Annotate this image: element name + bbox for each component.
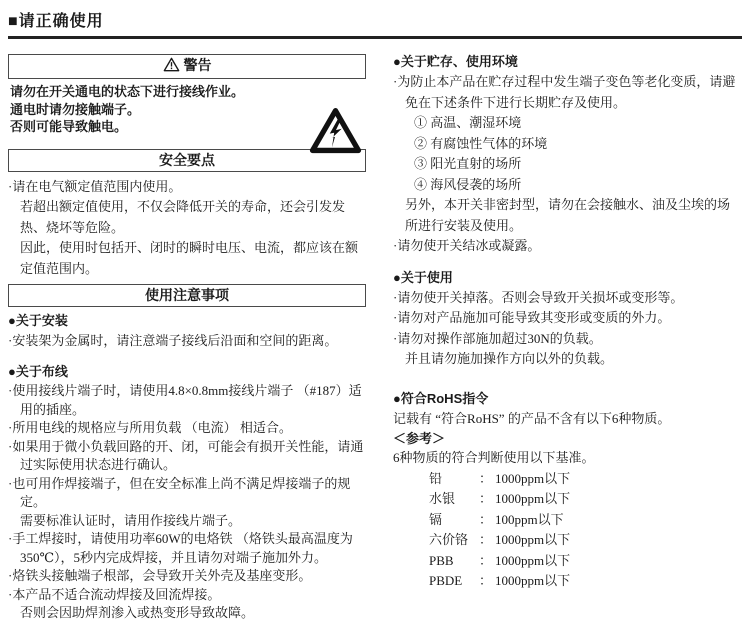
rohs-basis: 6种物质的符合判断使用以下基准。 xyxy=(393,449,595,465)
list-item: ·请勿对产品施加可能导致其变形或变质的外力。 xyxy=(393,310,671,325)
separator: ： xyxy=(479,552,493,568)
page-title: ■请正确使用 xyxy=(8,13,104,30)
substance-limit: 1000ppm以下 xyxy=(495,573,571,588)
list-item: ·为防止本产品在贮存过程中发生端子变色等老化变质，请避免在下述条件下进行长期贮存及使用。 xyxy=(393,74,736,110)
substance-name: 六价铬 xyxy=(429,532,469,547)
substance-limit: 1000ppm以下 xyxy=(495,532,571,547)
substance-name: 铅 xyxy=(429,470,443,486)
two-column-layout xyxy=(8,54,742,623)
rohs-substance-row xyxy=(393,551,742,572)
list-item: ·请勿使开关结冰或凝露。 xyxy=(393,238,541,253)
separator: ： xyxy=(479,470,493,486)
list-item: ③ 阳光直射的场所 xyxy=(414,156,522,171)
wiring-heading: ●关于布线 xyxy=(8,364,68,379)
separator: ： xyxy=(479,573,493,588)
safety-text-block xyxy=(8,177,366,280)
list-item: ④ 海风侵袭的场所 xyxy=(414,176,522,192)
substance-name: PBDE xyxy=(429,573,463,588)
list-item: ·使用接线片端子时，请使用4.8×0.8mm接线片端子 （#187）适用的插座。 xyxy=(8,383,362,417)
list-item: 需要标准认证时，请用作接线片端子。 xyxy=(20,512,242,528)
usage-heading: ●关于使用 xyxy=(393,269,453,285)
right-column xyxy=(393,54,742,623)
list-item: ·烙铁头接触端子根部，会导致开关外壳及基座变形。 xyxy=(8,568,312,583)
installation-heading: ●关于安装 xyxy=(8,313,68,328)
warning-text-block xyxy=(10,83,366,136)
warning-line: 否则可能导致触电。 xyxy=(10,119,128,134)
rohs-section xyxy=(393,391,742,592)
rohs-substance-row xyxy=(393,571,742,592)
list-item: ·如果用于微小负载回路的开、闭，可能会有损开关性能，请通过实际使用状态进行确认。 xyxy=(8,438,364,472)
list-item: ② 有腐蚀性气体的环境 xyxy=(414,135,548,151)
rohs-substance-row xyxy=(393,469,742,490)
separator: ： xyxy=(479,491,493,506)
list-item: 并且请勿施加操作方向以外的负载。 xyxy=(405,351,614,366)
rohs-intro: 记载有 “符合RoHS” 的产品不含有以下6种物质。 xyxy=(393,410,671,426)
installation-section xyxy=(8,313,366,351)
storage-environment-section xyxy=(393,54,742,257)
warning-box-title: 警告 xyxy=(183,57,212,73)
list-item: ·安装架为金属时，请注意端子接线后沿面和空间的距离。 xyxy=(8,333,338,348)
substance-limit: 1000ppm以下 xyxy=(495,552,571,568)
precautions-box-header xyxy=(8,284,366,307)
list-item: ·所用电线的规格应与所用负载 （电流） 相适合。 xyxy=(8,420,292,435)
substance-name: PBB xyxy=(429,552,454,568)
list-item: ·手工焊接时，请使用功率60W的电烙铁 （烙铁头最高温度为350℃），5秒内完成焊接，并且请勿对端子施加外力。 xyxy=(8,531,353,565)
precautions-box-title: 使用注意事项 xyxy=(145,287,229,303)
substance-limit: 1000ppm以下 xyxy=(495,470,571,486)
rohs-heading: ●符合RoHS指令 xyxy=(393,390,489,406)
rohs-substance-row xyxy=(393,530,742,551)
warning-box-header xyxy=(8,54,366,79)
substance-limit: 100ppm以下 xyxy=(495,511,564,527)
warning-line: 通电时请勿接触端子。 xyxy=(10,101,141,117)
warning-triangle-icon xyxy=(163,59,180,75)
list-item: 若超出额定值使用，不仅会降低开关的寿命，还会引发发热、烧坏等危险。 xyxy=(20,199,346,235)
list-item: ·也可用作焊接端子，但在安全标准上尚不满足焊接端子的规定。 xyxy=(8,475,351,509)
high-voltage-lightning-triangle-icon xyxy=(309,107,362,160)
left-column xyxy=(8,54,366,623)
list-item: 因此，使用时包括开、闭时的瞬时电压、电流，都应该在额定值范围内。 xyxy=(20,240,359,276)
list-item: ① 高温、潮湿环境 xyxy=(414,115,522,130)
list-item: ·请在电气额定值范围内使用。 xyxy=(8,178,182,194)
list-item: 否则会因助焊剂渗入或热变形导致故障。 xyxy=(20,605,255,620)
storage-environment-heading: ●关于贮存、使用环境 xyxy=(393,54,518,69)
title-rule xyxy=(8,36,742,39)
usage-section xyxy=(393,270,742,370)
list-item: ·请勿使开关掉落。否则会导致开关损坏或变形等。 xyxy=(393,289,684,305)
list-item: ·请勿对操作部施加超过30N的负载。 xyxy=(393,330,602,346)
substance-name: 水银 xyxy=(429,491,456,506)
substance-limit: 1000ppm以下 xyxy=(495,491,571,506)
separator: ： xyxy=(479,511,493,527)
list-item: 另外，本开关非密封型，请勿在会接触水、油及尘埃的场所进行安装及使用。 xyxy=(405,197,731,233)
separator: ： xyxy=(479,532,493,547)
rohs-substance-row xyxy=(393,510,742,531)
warning-line: 请勿在开关通电的状态下进行接线作业。 xyxy=(10,84,245,99)
wiring-section xyxy=(8,364,366,623)
list-item: ·本产品不适合流动焊接及回流焊接。 xyxy=(8,586,221,602)
rohs-reference-label: ＜参考＞ xyxy=(393,430,446,446)
rohs-substance-list xyxy=(393,469,742,592)
safety-box-title: 安全要点 xyxy=(159,151,215,168)
substance-name: 镉 xyxy=(429,511,443,527)
rohs-substance-row xyxy=(393,489,742,510)
